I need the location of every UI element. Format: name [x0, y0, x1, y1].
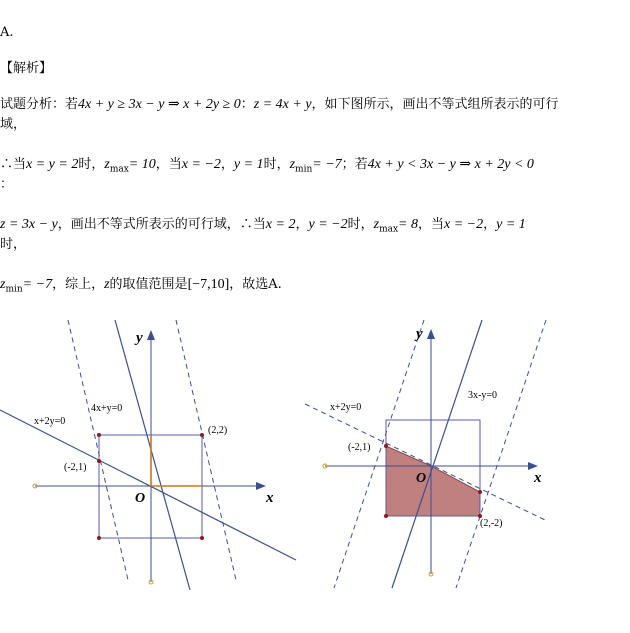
p4-zmin-z: z — [0, 277, 6, 292]
p3-cond1b: y = −2 — [308, 217, 348, 232]
left-x-arrow-icon — [256, 482, 266, 490]
analysis-paragraph-4 — [0, 276, 282, 299]
p1-separator: ： — [240, 97, 254, 112]
analysis-paragraph-1 — [0, 96, 559, 114]
p2-cond2b: y = 1 — [233, 157, 264, 172]
right-graph — [300, 320, 600, 590]
left-dashed-line-2 — [176, 320, 236, 580]
p2-zmin-val: = −7 — [312, 157, 342, 172]
left-dot — [97, 536, 101, 540]
analysis-paragraph-1-wrap — [0, 116, 26, 134]
p2-zmax-val: = 10 — [128, 157, 156, 172]
analysis-paragraph-2 — [0, 156, 534, 179]
p3-cond2a: x = −2 — [444, 217, 484, 232]
right-feasible-region — [386, 446, 480, 516]
p1-tail: ，如下图所示，画出不等式组所表示的可行 — [311, 97, 559, 112]
p4-text3: ，故选A. — [229, 277, 282, 292]
p3-objective: z = 3x − y — [0, 217, 58, 232]
right-line-label-3x: 3x-y=0 — [468, 390, 497, 401]
right-line-label-x2y: x+2y=0 — [330, 402, 362, 413]
analysis-paragraph-3 — [0, 216, 526, 239]
p4-z: z — [104, 277, 110, 292]
left-x-label: x — [266, 490, 274, 506]
right-dot — [384, 514, 388, 518]
p1-inequality: 4x + y ≥ 3x − y ⇒ x + 2y ≥ 0 — [78, 97, 241, 112]
p2-inequality: 4x + y < 3x − y ⇒ x + 2y < 0 — [367, 157, 534, 172]
p2-wrap: ： — [0, 177, 14, 192]
right-dashed-line-1 — [334, 320, 427, 588]
p3-zmax-z: z — [373, 217, 380, 232]
left-dashed-line-1 — [68, 320, 128, 580]
p3-cond2b: y = 1 — [496, 217, 526, 232]
p3-when2-prefix: ，当 — [418, 217, 445, 232]
right-dot — [384, 444, 388, 448]
left-line-4x-plus-y — [115, 320, 190, 590]
right-x-label: x — [534, 470, 542, 486]
right-y-arrow-icon — [427, 329, 435, 339]
left-dot — [200, 433, 204, 437]
p3-comma2: ， — [483, 217, 497, 232]
p1-label: 试题分析：若 — [0, 97, 79, 112]
right-point-label-a: (-2,1) — [348, 442, 371, 453]
p1-objective: z = 4x + y — [253, 97, 312, 112]
p3-text1: ，画出不等式所表示的可行域，∴当 — [57, 217, 266, 232]
right-dot — [478, 490, 482, 494]
p2-cond2a: x = −2 — [181, 157, 221, 172]
right-point-label-b: (2,-2) — [480, 518, 503, 529]
heading-text: 【解析】 — [0, 61, 53, 76]
left-y-label: y — [136, 330, 143, 346]
left-dot — [200, 536, 204, 540]
p4-zmin-sub: min — [5, 284, 23, 295]
p4-zmin-val: = −7 — [22, 277, 53, 292]
left-graph — [0, 320, 300, 590]
p2-zmin-z: z — [289, 157, 296, 172]
p2-zmin-sub: min — [295, 164, 313, 175]
analysis-paragraph-3-wrap — [0, 236, 26, 254]
left-point-label-b: (-2,1) — [64, 462, 87, 473]
answer-line — [0, 24, 14, 42]
p2-cond1: x = y = 2 — [26, 157, 79, 172]
p4-range: [−7,10] — [187, 277, 230, 292]
left-line-label-4x: 4x+y=0 — [91, 403, 123, 414]
right-y-label: y — [416, 326, 423, 342]
p3-zmax-sub: max — [379, 224, 399, 235]
p2-ifpart: ；若 — [341, 157, 368, 172]
p2-when2-prefix: ，当 — [155, 157, 182, 172]
analysis-paragraph-2-wrap — [0, 176, 13, 194]
p2-therefore: ∴当 — [0, 157, 27, 172]
right-line-3x-minus-y — [392, 320, 482, 588]
left-y-arrow-icon — [147, 330, 155, 340]
p2-when1: 时， — [78, 157, 105, 172]
p3-cond1a: x = 2 — [265, 217, 296, 232]
p2-comma: ， — [220, 157, 234, 172]
left-dot — [97, 433, 101, 437]
left-line-label-x2y: x+2y=0 — [34, 416, 66, 427]
p2-zmax-z: z — [104, 157, 110, 172]
p4-text1: ，综上， — [52, 277, 105, 292]
p3-when1: 时， — [347, 217, 374, 232]
right-x-arrow-icon — [528, 462, 538, 470]
p3-comma1: ， — [295, 217, 309, 232]
left-point-label-a: (2,2) — [208, 425, 228, 436]
p3-zmax-val: = 8 — [398, 217, 418, 232]
right-origin-label: O — [416, 471, 427, 486]
section-heading — [0, 60, 52, 78]
right-dashed-line-2 — [456, 320, 546, 588]
p2-when2: 时， — [263, 157, 290, 172]
p1-wrap: 域， — [0, 117, 27, 132]
answer-text: A. — [0, 25, 14, 40]
p4-text2: 的取值范围是 — [109, 277, 188, 292]
left-origin-label: O — [135, 491, 146, 506]
left-dot — [97, 459, 101, 463]
p2-zmax-sub: max — [109, 164, 129, 175]
p3-wrap: 时， — [0, 237, 27, 252]
